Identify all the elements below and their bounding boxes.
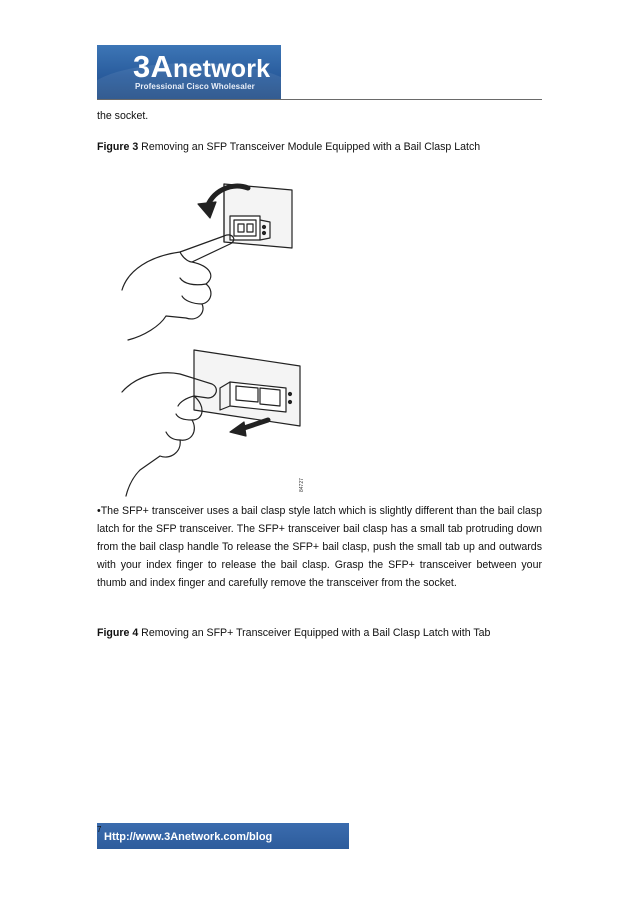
figure4-label: Figure 4	[97, 627, 139, 639]
figure3-caption	[97, 138, 542, 156]
header-rule	[97, 99, 542, 100]
continuation-text: the socket.	[97, 110, 149, 122]
body-paragraph: •The SFP+ transceiver uses a bail clasp style latch which is slightly different than the bail clasp latch for the SFP transceiver. The SFP+ transceiver bail clasp has a small tab protruding down from the bail clasp handle To release the SFP+ bail clasp, push the small tab up and outwards with your index finger to release the bail clasp. Grasp the SFP+ transceiver between your thumb and index finger and carefully remove the transceiver from the socket.	[97, 505, 542, 589]
logo-brand-prefix: 3A	[133, 49, 174, 84]
logo-brand	[133, 51, 270, 82]
figure3-illustration	[120, 170, 315, 500]
figure3-top-hand	[122, 235, 234, 340]
footer-banner	[97, 823, 349, 849]
figure4-caption-text: Removing an SFP+ Transceiver Equipped with a Bail Clasp Latch with Tab	[138, 627, 491, 639]
figure4-caption	[97, 624, 542, 642]
page-number: 7	[97, 825, 102, 834]
figure3-top-panel	[122, 184, 292, 340]
company-logo	[97, 45, 281, 99]
figure3-caption-text: Removing an SFP Transceiver Module Equipped with a Bail Clasp Latch	[138, 141, 481, 153]
logo-brand-rest: network	[173, 55, 271, 83]
figure3-label: Figure 3	[97, 141, 139, 153]
logo-tagline: Professional Cisco Wholesaler	[135, 82, 255, 91]
figure3-bottom-panel	[122, 350, 300, 496]
footer-url[interactable]: Http://www.3Anetwork.com/blog	[104, 831, 273, 843]
figure3-id: 84727	[299, 478, 305, 492]
